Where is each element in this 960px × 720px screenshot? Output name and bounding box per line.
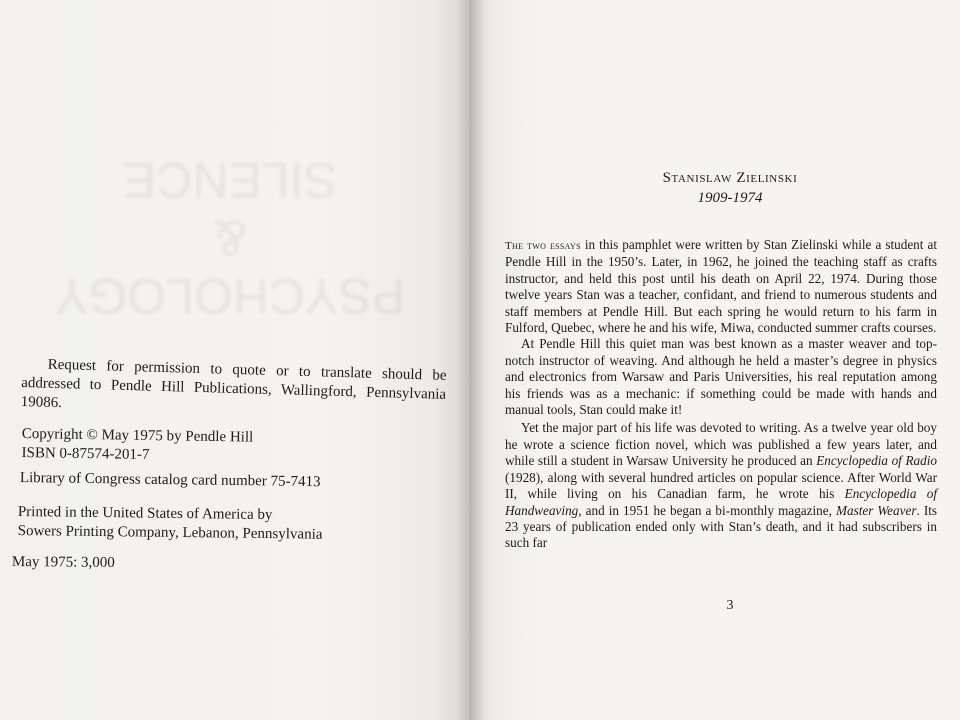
paragraph-3-part-d: . Its 23 years of publication ended only with Stan’s death, and it had subscribers in such far <box>505 502 938 551</box>
copyright-block <box>21 425 422 469</box>
print-run: May 1975: 3,000 <box>11 553 115 571</box>
paragraph-1-lead: The two essays <box>505 240 581 252</box>
left-page <box>0 0 470 720</box>
paragraph-1-rest: in this pamphlet were written by Stan Zielinski while a student at Pendle Hill in the 1950’s. Later, in 1962, he joined the teaching staff as crafts instructor, and held this post until his death on April 22, 1974. During those twelve years Stan was a teacher, confidant, and friend to numerous students and staff members at Pendle Hill. But each spring he would return to his farm in Fulford, Quebec, where he and his wife, Miwa, conducted summer crafts courses. <box>505 237 937 336</box>
copyright-line: Copyright © May 1975 by Pendle Hill <box>21 425 254 446</box>
paragraph-3-part-c: and in 1951 he began a bi-monthly magazine, <box>581 502 836 518</box>
book-gutter <box>456 0 484 720</box>
author-dates: 1909-1974 <box>697 190 763 206</box>
paragraph-1 <box>505 237 937 336</box>
printed-line-2: Sowers Printing Company, Lebanon, Pennsylvania <box>17 522 323 543</box>
page-number: 3 <box>726 598 734 613</box>
author-heading: Stanislaw Zielinski <box>662 170 798 186</box>
permission-notice: Request for permission to quote or to translate should be addressed to Pendle Hill Publications, Wallingford, Pennsylvania 19086. <box>20 356 447 412</box>
paragraph-3-part-b: (1928), along with several hundred articles on popular science. After World War II, while living on his Canadian farm, he wrote his <box>505 469 937 502</box>
paragraph-3 <box>505 420 937 551</box>
printed-line-1: Printed in the United States of America by <box>17 503 273 524</box>
printer-block <box>18 503 438 546</box>
paragraph-3-part-a: Yet the major part of his life was devoted to writing. As a twelve year old boy he wrote a science fiction novel, which was published a few years later, and while still a student in Warsaw University he produced an <box>505 420 937 469</box>
isbn-line: ISBN 0-87574-201-7 <box>21 444 150 464</box>
encyclopedia-handweaving-title: Encyclopedia of Handweaving, <box>505 486 937 518</box>
show-through-watermark: PSYCHOLOGY & SILENCE <box>54 152 406 324</box>
loc-catalog-line: Library of Congress catalog card number 75-7413 <box>19 469 321 491</box>
master-weaver-title: Master Weaver <box>835 502 917 518</box>
biography-text <box>505 237 937 552</box>
encyclopedia-radio-title: Encyclopedia of Radio <box>816 453 937 469</box>
paragraph-2: At Pendle Hill this quiet man was best known as a master weaver and top-notch instructor of weaving. And although he held a master’s degree in physics and electronics from Warsaw and Paris Universities, his real reputation among his friends was as a mechanic: if something could be made with hands and manual tools, Stan could make it! <box>505 336 937 418</box>
